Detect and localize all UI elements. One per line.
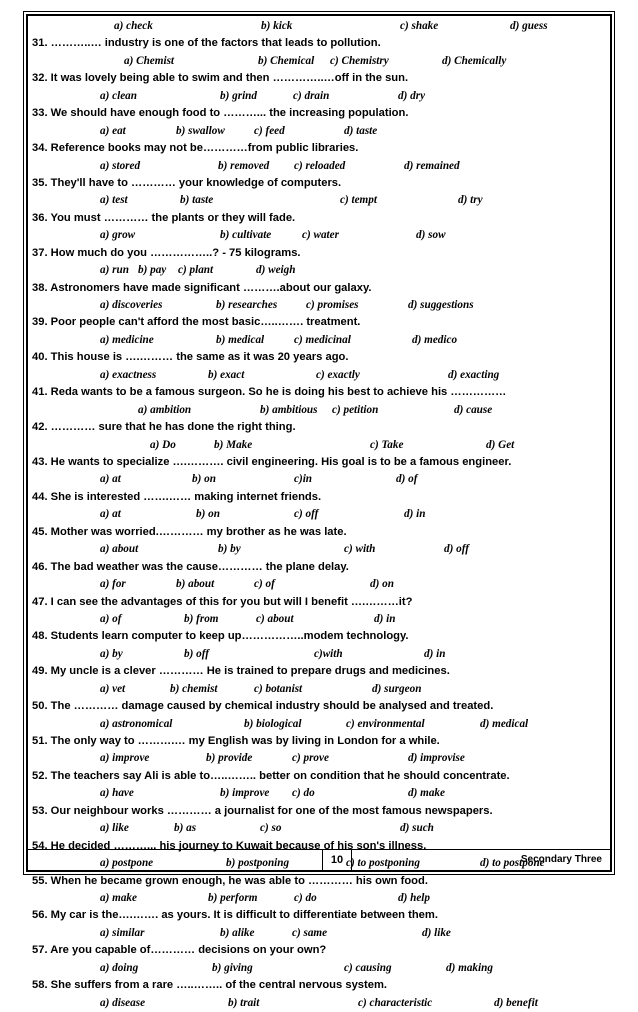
- answer-option: b) improve: [220, 787, 270, 800]
- answer-option: d) try: [458, 194, 483, 207]
- answer-option: c) feed: [254, 124, 285, 137]
- answer-options-row: [28, 925, 610, 942]
- question-text: 44. She is interested …….…… making internet friends.: [32, 490, 322, 503]
- answer-option: b) swallow: [176, 124, 225, 137]
- answer-option: a) about: [100, 543, 139, 556]
- answer-option: b) giving: [212, 961, 253, 974]
- answer-option: d) cause: [454, 403, 493, 416]
- answer-option: d) medico: [412, 333, 458, 346]
- question-text: 54. He decided ………... his journey to Kuwait because of his son's illness.: [32, 839, 427, 852]
- answer-option: c) of: [254, 578, 275, 591]
- answer-options-row: [28, 262, 610, 279]
- answer-option: c) environmental: [346, 717, 425, 730]
- answer-options-row: [28, 506, 610, 523]
- question-text: 55. When he became grown enough, he was able to ………… his own food.: [32, 874, 428, 887]
- answer-option: c) characteristic: [358, 996, 433, 1009]
- answer-option: d) like: [422, 926, 451, 939]
- answer-option: d) making: [446, 961, 493, 974]
- answer-options-row: [28, 192, 610, 209]
- answer-option: a) for: [100, 578, 126, 591]
- answer-options-row: [28, 367, 610, 384]
- answer-option: c) drain: [293, 89, 330, 102]
- answer-option: a) eat: [100, 124, 126, 137]
- answer-option: b) provide: [206, 752, 253, 765]
- answer-option: a) check: [114, 20, 153, 32]
- answer-option: a) vet: [100, 682, 126, 695]
- answer-option: a) of: [100, 612, 122, 625]
- answer-option: b) Make: [214, 438, 253, 451]
- answer-option: a) improve: [100, 752, 150, 765]
- answer-options-row: [28, 716, 610, 733]
- answer-option: c) tempt: [340, 194, 377, 207]
- answer-option: a) run: [100, 264, 129, 277]
- answer-option: c) promises: [306, 299, 359, 312]
- answer-option: b) on: [192, 473, 216, 486]
- answer-option: c)with: [314, 647, 343, 660]
- answer-options-row: [28, 332, 610, 349]
- question-text: 49. My uncle is a clever ………… He is trained to prepare drugs and medicines.: [32, 665, 450, 678]
- answer-options-row: [28, 53, 610, 70]
- answer-options-row: [28, 646, 610, 663]
- answer-option: d) on: [370, 578, 394, 591]
- answer-option: b) ambitious: [260, 403, 318, 416]
- answer-options-row: [28, 227, 610, 244]
- answer-option: a) make: [100, 892, 137, 904]
- answer-option: c) to postponing: [346, 857, 420, 870]
- question-text: 45. Mother was worried.………… my brother as he was late.: [32, 525, 347, 538]
- answer-option: c) medicinal: [294, 333, 351, 346]
- answer-option: d) Chemically: [442, 54, 507, 67]
- answer-option: a) have: [100, 787, 134, 800]
- answer-option: a) stored: [100, 159, 141, 172]
- answer-option: d) weigh: [256, 264, 296, 277]
- answer-option: a) astronomical: [100, 717, 173, 730]
- answer-option: d) off: [444, 543, 469, 556]
- answer-option: a) grow: [100, 229, 136, 242]
- question-text: 57. Are you capable of………… decisions on your own?: [32, 944, 327, 957]
- answer-option: b) Chemical: [258, 54, 315, 67]
- question-text: 58. She suffers from a rare …..…….. of the central nervous system.: [32, 979, 388, 992]
- answer-option: b) removed: [218, 159, 270, 172]
- answer-option: d) remained: [404, 159, 460, 172]
- answer-option: c) about: [256, 612, 294, 625]
- answer-option: a) disease: [100, 996, 146, 1009]
- question-text: 48. Students learn computer to keep up……………..modem technology.: [32, 630, 409, 643]
- answer-option: a) ambition: [138, 403, 192, 416]
- question-text: 35. They'll have to ………… your knowledge of computers.: [32, 176, 342, 189]
- answer-option: c) water: [302, 229, 339, 242]
- answer-option: b) kick: [261, 20, 293, 32]
- answer-option: b) perform: [208, 892, 258, 904]
- answer-option: d) in: [424, 647, 446, 660]
- answer-options-row: [28, 88, 610, 105]
- worksheet-page: [26, 14, 612, 1009]
- question-text: 43. He wants to specialize ….………. civil engineering. His goal is to be a famous engineer.: [32, 456, 512, 468]
- question-text: 50. The ………… damage caused by chemical industry should be analysed and treated.: [32, 700, 494, 713]
- question-text: 38. Astronomers have made significant ……….about our galaxy.: [32, 281, 372, 294]
- answer-option: d) such: [400, 822, 434, 835]
- answer-option: b) on: [196, 508, 220, 521]
- answer-option: a) Do: [150, 438, 176, 451]
- answer-options-row: [28, 18, 610, 35]
- answer-option: d) benefit: [494, 996, 538, 1009]
- answer-options-row: [28, 576, 610, 593]
- answer-option: d) of: [396, 473, 418, 486]
- answer-option: c) reloaded: [294, 159, 346, 172]
- answer-option: b) medical: [216, 333, 265, 346]
- answer-options-row: [28, 437, 610, 454]
- answer-option: c) Chemistry: [330, 54, 389, 67]
- answer-option: a) like: [100, 822, 129, 835]
- answer-option: b) biological: [244, 717, 302, 730]
- answer-option: c) with: [344, 543, 376, 556]
- answer-options-row: [28, 297, 610, 314]
- answer-option: d) dry: [398, 89, 426, 102]
- answer-option: a) at: [100, 473, 121, 486]
- answer-option: d) in: [374, 612, 396, 625]
- answer-option: b) pay: [138, 264, 167, 277]
- question-text: 47. I can see the advantages of this for you but will I benefit ….………it?: [32, 595, 413, 608]
- answer-option: b) cultivate: [220, 229, 272, 242]
- answer-options-row: [28, 995, 610, 1012]
- answer-option: b) alike: [220, 926, 255, 939]
- question-text: 39. Poor people can't afford the most basic…..……. treatment.: [32, 316, 361, 329]
- answer-option: b) by: [218, 543, 241, 556]
- answer-option: d) in: [404, 508, 426, 521]
- answer-option: c) Take: [370, 438, 404, 451]
- answer-option: a) discoveries: [100, 299, 163, 312]
- answer-options-row: [28, 820, 610, 837]
- answer-option: d) guess: [510, 20, 548, 32]
- question-text: 32. It was lovely being able to swim and then …………..…off in the sun.: [32, 72, 409, 85]
- answer-option: a) doing: [100, 961, 139, 974]
- answer-option: d) taste: [344, 124, 378, 137]
- answer-options-row: [28, 750, 610, 767]
- answer-option: a) postpone: [100, 857, 154, 870]
- answer-option: b) trait: [228, 996, 260, 1009]
- answer-option: a) similar: [100, 926, 145, 939]
- answer-option: a) at: [100, 508, 121, 521]
- answer-option: b) exact: [208, 368, 245, 381]
- question-text: 34. Reference books may not be…………from public libraries.: [32, 142, 359, 155]
- answer-option: d) help: [398, 892, 431, 904]
- answer-option: c) do: [294, 892, 317, 904]
- question-text: 53. Our neighbour works ………… a journalist for one of the most famous newspapers.: [32, 804, 493, 817]
- answer-option: c) causing: [344, 961, 392, 974]
- answer-option: b) taste: [180, 194, 214, 207]
- answer-option: a) medicine: [100, 333, 154, 346]
- answer-option: a) test: [100, 194, 128, 207]
- answer-option: b) postponing: [226, 857, 290, 870]
- question-text: 31. ………..… industry is one of the factors that leads to pollution.: [32, 37, 381, 50]
- answer-option: c) same: [292, 926, 328, 939]
- answer-option: b) grind: [220, 89, 257, 102]
- question-text: 42. ………… sure that he has done the right thing.: [32, 421, 296, 434]
- answer-option: b) researches: [216, 299, 278, 312]
- answer-options-row: [28, 158, 610, 175]
- answer-option: b) off: [184, 647, 209, 660]
- question-text: 56. My car is the….……. as yours. It is difficult to differentiate between them.: [32, 909, 438, 922]
- answer-option: d) Get: [486, 438, 515, 451]
- answer-options-row: [28, 471, 610, 488]
- answer-options-row: [28, 123, 610, 140]
- answer-option: a) exactness: [100, 368, 157, 381]
- answer-option: d) improvise: [408, 752, 465, 765]
- question-text: 51. The only way to ……….… my English was by living in London for a while.: [32, 735, 440, 748]
- answer-option: b) chemist: [170, 682, 218, 695]
- question-text: 36. You must ………… the plants or they will fade.: [32, 211, 296, 224]
- answer-option: c) do: [292, 787, 315, 800]
- answer-option: d) to postpone: [480, 857, 545, 870]
- answer-option: a) Chemist: [124, 54, 175, 67]
- answer-option: c) plant: [178, 264, 214, 277]
- answer-option: d) make: [408, 787, 445, 800]
- answer-option: c) off: [294, 508, 319, 521]
- answer-option: a) clean: [100, 89, 137, 102]
- answer-option: c) shake: [400, 20, 439, 32]
- answer-option: d) surgeon: [372, 682, 422, 695]
- answer-options-row: [28, 611, 610, 628]
- answer-options-row: [28, 960, 610, 977]
- answer-options-row: [28, 402, 610, 419]
- answer-option: d) sow: [416, 229, 446, 242]
- answer-options-row: [28, 785, 610, 802]
- answer-option: c) botanist: [254, 682, 303, 695]
- answer-option: b) as: [174, 822, 197, 835]
- answer-option: d) exacting: [448, 368, 500, 381]
- answer-option: c) exactly: [316, 368, 360, 381]
- answer-option: d) medical: [480, 717, 529, 730]
- question-text: 52. The teachers say Ali is able to…..…….. better on condition that he should concentrate.: [32, 769, 510, 782]
- question-text: 40. This house is ….……… the same as it was 20 years ago.: [32, 351, 349, 364]
- answer-options-row: [28, 541, 610, 558]
- answer-option: a) by: [100, 647, 123, 660]
- answer-option: c) so: [260, 822, 282, 835]
- footer-label: Secondary Three: [520, 854, 602, 865]
- answer-option: c) prove: [292, 752, 329, 765]
- answer-option: c)in: [294, 473, 313, 486]
- question-text: 46. The bad weather was the cause………… the plane delay.: [32, 560, 349, 573]
- question-text: 37. How much do you ……………..? - 75 kilograms.: [32, 246, 301, 259]
- answer-options-row: [28, 681, 610, 698]
- answer-option: b) about: [176, 578, 215, 591]
- answer-option: b) from: [184, 612, 219, 625]
- question-text: 33. We should have enough food to ………... the increasing population.: [32, 107, 409, 120]
- page-number: 10: [322, 850, 352, 871]
- answer-options-row: [28, 890, 610, 907]
- question-text: 41. Reda wants to be a famous surgeon. So he is doing his best to achieve his ……………: [32, 386, 507, 399]
- answer-option: c) petition: [332, 403, 379, 416]
- answer-option: d) suggestions: [408, 299, 474, 312]
